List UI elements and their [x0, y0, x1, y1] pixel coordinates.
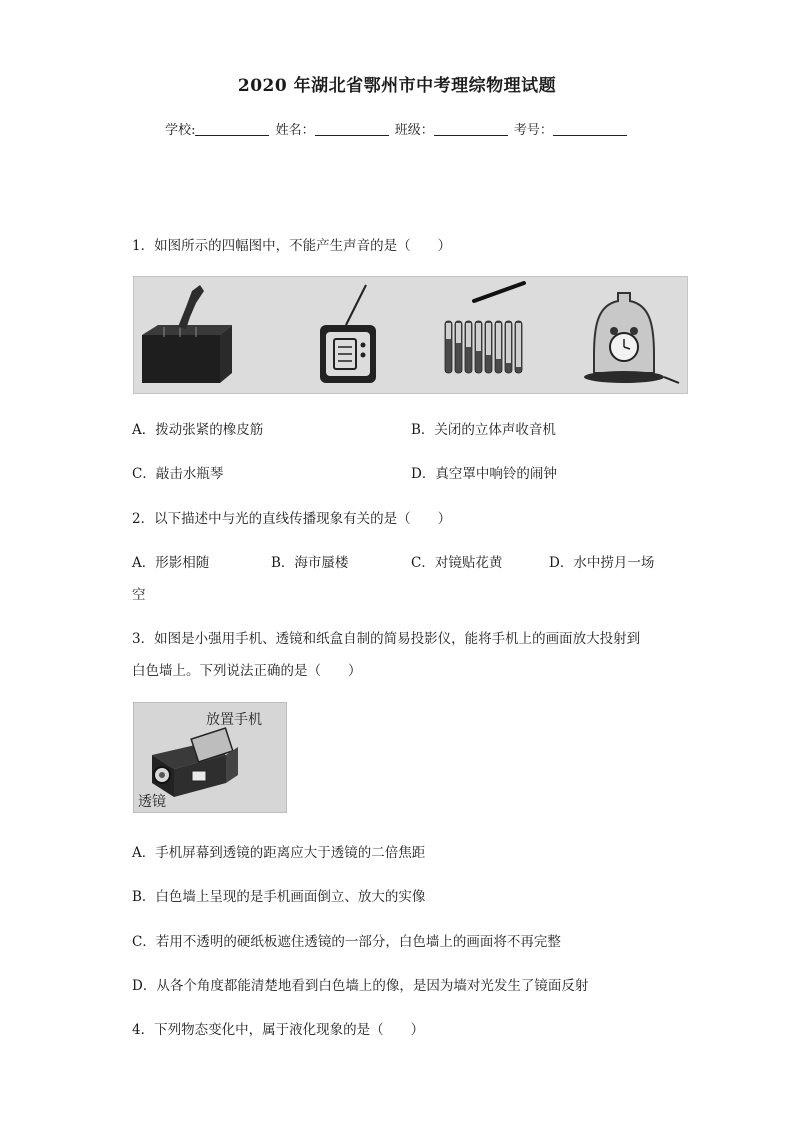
exam-title: 2020 年湖北省鄂州市中考理综物理试题: [237, 76, 557, 96]
class-label: 班级：: [394, 123, 434, 138]
q1-option-d[interactable]: D．真空罩中响铃的闹钟: [411, 466, 557, 482]
q2-option-a[interactable]: A．形影相随: [132, 555, 210, 571]
q2-option-d-continued: 空: [132, 587, 146, 603]
q3-option-b[interactable]: B．白色墙上呈现的是手机画面倒立、放大的实像: [132, 889, 426, 905]
q2-stem: 2．以下描述中与光的直线传播现象有关的是（ ）: [132, 511, 452, 527]
radio-image: [320, 285, 376, 383]
school-blank[interactable]: [195, 123, 269, 136]
exam-no-blank[interactable]: [553, 123, 627, 136]
name-blank[interactable]: [315, 123, 389, 136]
q2-option-d[interactable]: D．水中捞月一场: [549, 555, 655, 571]
q3-option-a[interactable]: A．手机屏幕到透镜的距离应大于透镜的二倍焦距: [132, 845, 426, 861]
q3-figure: [133, 702, 287, 813]
q1-option-c[interactable]: C．敲击水瓶琴: [132, 466, 224, 482]
q3-stem-line1: 3．如图是小强用手机、透镜和纸盒自制的简易投影仪，能将手机上的画面放大投射到: [132, 631, 641, 647]
q1-stem: 1．如图所示的四幅图中，不能产生声音的是（ ）: [132, 238, 452, 254]
q1-figure: [133, 276, 688, 394]
q1-option-a[interactable]: A．拨动张紧的橡皮筋: [132, 422, 264, 438]
projector-image: [152, 728, 238, 797]
phone-label: 放置手机: [206, 712, 262, 728]
class-blank[interactable]: [434, 123, 508, 136]
vacuum-bell-jar-image: [584, 293, 679, 383]
school-label: 学校:: [165, 123, 196, 138]
rubber-band-box-image: [142, 285, 232, 383]
name-label: 姓名：: [275, 123, 315, 138]
q1-option-b[interactable]: B．关闭的立体声收音机: [411, 422, 556, 438]
q4-stem: 4．下列物态变化中，属于液化现象的是（ ）: [132, 1022, 425, 1038]
water-bottle-xylophone-image: [445, 283, 524, 373]
lens-label: 透镜: [138, 794, 166, 810]
q3-option-c[interactable]: C．若用不透明的硬纸板遮住透镜的一部分，白色墙上的画面将不再完整: [132, 934, 561, 950]
student-info-row: [0, 119, 794, 138]
q3-option-d[interactable]: D．从各个角度都能清楚地看到白色墙上的像，是因为墙对光发生了镜面反射: [132, 978, 589, 994]
q3-stem-line2: 白色墙上。下列说法正确的是（ ）: [132, 663, 362, 679]
q2-option-b[interactable]: B．海市蜃楼: [271, 555, 349, 571]
q2-option-c[interactable]: C．对镜贴花黄: [411, 555, 503, 571]
exam-no-label: 考号：: [513, 123, 553, 138]
